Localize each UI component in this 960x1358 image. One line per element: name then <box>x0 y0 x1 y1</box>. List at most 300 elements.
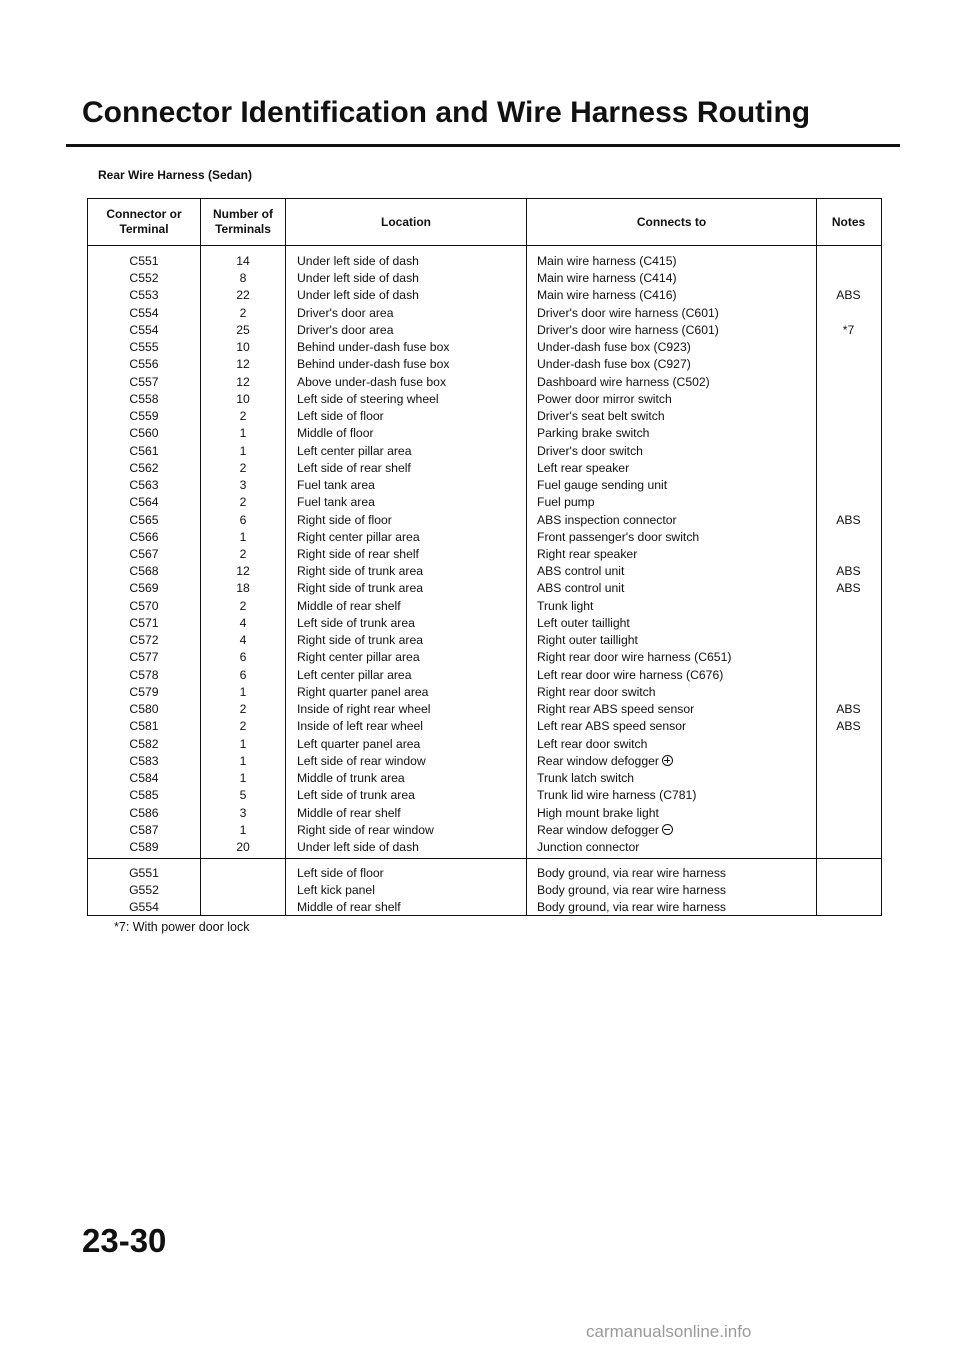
cell-notes <box>817 882 880 899</box>
cell-connector <box>88 684 200 701</box>
cell-location <box>297 477 526 494</box>
col-connects-to <box>527 859 817 915</box>
cell-terminals <box>201 684 285 701</box>
cell-text: Dashboard wire harness (C502) <box>537 374 710 389</box>
cell-connects-to <box>537 882 816 899</box>
cell-terminals <box>201 598 285 615</box>
cell-text: Left side of floor <box>297 409 384 424</box>
cell-text: Left outer taillight <box>537 615 630 630</box>
cell-location <box>297 443 526 460</box>
cell-connector <box>88 882 200 899</box>
cell-notes <box>817 270 880 287</box>
section-subtitle: Rear Wire Harness (Sedan) <box>98 168 252 182</box>
cell-text: Right side of trunk area <box>297 633 424 648</box>
cell-text: Under left side of dash <box>297 254 419 268</box>
cell-notes <box>817 287 880 304</box>
cell-connects-to <box>537 339 816 356</box>
cell-connector <box>88 270 200 287</box>
cell-text: 1 <box>239 753 247 768</box>
cell-notes <box>817 305 880 322</box>
cell-connector <box>88 322 200 339</box>
cell-connector <box>88 408 200 425</box>
cell-location <box>297 701 526 718</box>
cell-connects-to <box>537 356 816 373</box>
cell-text: 2 <box>239 409 247 424</box>
cell-notes <box>817 839 880 856</box>
cell-text: C556 <box>129 357 159 372</box>
cell-text: Fuel gauge sending unit <box>537 478 668 493</box>
cell-location <box>297 736 526 753</box>
cell-notes <box>817 546 880 563</box>
cell-text: Junction connector <box>537 839 640 854</box>
cell-text: G552 <box>129 883 159 898</box>
cell-location <box>297 598 526 615</box>
cell-text: Behind under-dash fuse box <box>297 340 450 355</box>
cell-connector <box>88 615 200 632</box>
cell-connects-to <box>537 632 816 649</box>
cell-text: Middle of rear shelf <box>297 805 401 820</box>
cell-text: Right side of trunk area <box>297 564 424 579</box>
cell-terminals <box>201 339 285 356</box>
cell-text: ABS inspection connector <box>537 512 677 527</box>
col-notes <box>817 859 880 915</box>
cell-notes <box>817 339 880 356</box>
cell-connects-to <box>537 701 816 718</box>
cell-terminals <box>201 305 285 322</box>
cell-text: Driver's door wire harness (C601) <box>537 322 719 337</box>
cell-location <box>297 882 526 899</box>
cell-connector <box>88 443 200 460</box>
cell-terminals <box>201 460 285 477</box>
cell-text: Left kick panel <box>297 883 375 898</box>
cell-location <box>297 580 526 597</box>
cell-text: 25 <box>236 322 250 337</box>
cell-text: Right side of rear shelf <box>297 546 419 561</box>
cell-location <box>297 270 526 287</box>
cell-text: Driver's door wire harness (C601) <box>537 305 719 320</box>
cell-text: 1 <box>239 771 247 786</box>
cell-text: Middle of rear shelf <box>297 598 401 613</box>
cell-location <box>297 494 526 511</box>
cell-text: Right rear speaker <box>537 546 638 561</box>
cell-text: C578 <box>129 667 159 682</box>
cell-text: ABS <box>836 719 861 734</box>
cell-connects-to <box>537 822 816 839</box>
cell-connects-to <box>537 391 816 408</box>
cell-terminals <box>201 701 285 718</box>
cell-text: G551 <box>129 866 159 880</box>
cell-terminals <box>201 649 285 666</box>
cell-notes <box>817 684 880 701</box>
cell-text: 1 <box>239 529 247 544</box>
cell-connector <box>88 287 200 304</box>
cell-text: Left rear speaker <box>537 460 630 475</box>
cell-text: Left rear door switch <box>537 736 648 751</box>
cell-text: Main wire harness (C414) <box>537 271 677 286</box>
col-connector <box>88 246 201 858</box>
cell-text: C554 <box>129 305 159 320</box>
cell-text: Left side of rear shelf <box>297 460 411 475</box>
cell-notes <box>817 253 880 270</box>
cell-connects-to <box>537 305 816 322</box>
cell-connects-to <box>537 580 816 597</box>
cell-notes <box>817 580 880 597</box>
cell-connector <box>88 718 200 735</box>
cell-text: C569 <box>129 581 159 596</box>
cell-connector <box>88 649 200 666</box>
cell-connector <box>88 425 200 442</box>
cell-connects-to <box>537 477 816 494</box>
cell-text: C564 <box>129 495 159 510</box>
cell-text: Main wire harness (C415) <box>537 254 677 268</box>
cell-notes <box>817 598 880 615</box>
cell-text: Right quarter panel area <box>297 684 429 699</box>
cell-text: Driver's door switch <box>537 443 643 458</box>
cell-notes <box>817 391 880 408</box>
cell-connects-to <box>537 270 816 287</box>
cell-terminals <box>201 287 285 304</box>
cell-terminals <box>201 546 285 563</box>
cell-terminals <box>201 391 285 408</box>
cell-text: Trunk light <box>537 598 594 613</box>
cell-connector <box>88 580 200 597</box>
cell-text: C567 <box>129 546 159 561</box>
cell-location <box>297 839 526 856</box>
cell-connects-to <box>537 460 816 477</box>
cell-text: Behind under-dash fuse box <box>297 357 450 372</box>
cell-text: Left side of steering wheel <box>297 391 439 406</box>
cell-connects-to <box>537 805 816 822</box>
cell-text: 12 <box>236 564 250 579</box>
cell-terminals <box>201 443 285 460</box>
cell-location <box>297 287 526 304</box>
cell-text: ABS <box>836 702 861 717</box>
cell-text: C587 <box>129 822 159 837</box>
cell-text: Left center pillar area <box>297 443 412 458</box>
cell-connector <box>88 632 200 649</box>
cell-terminals <box>201 580 285 597</box>
cell-text: Inside of right rear wheel <box>297 702 431 717</box>
cell-connects-to <box>537 753 816 770</box>
cell-text: Right side of rear window <box>297 822 434 837</box>
header-terminals-line1: Number of <box>213 207 273 221</box>
cell-text: 1 <box>239 443 247 458</box>
cell-text: Front passenger's door switch <box>537 529 700 544</box>
cell-text: Left side of trunk area <box>297 788 415 803</box>
cell-text: C570 <box>129 598 159 613</box>
cell-connects-to <box>537 839 816 856</box>
cell-terminals <box>201 718 285 735</box>
cell-text: Right side of floor <box>297 512 392 527</box>
cell-connects-to <box>537 667 816 684</box>
cell-connector <box>88 339 200 356</box>
cell-notes <box>817 770 880 787</box>
cell-text: Right side of trunk area <box>297 581 424 596</box>
cell-notes <box>817 736 880 753</box>
cell-text: 1 <box>239 684 247 699</box>
cell-text: 1 <box>239 426 247 441</box>
cell-location <box>297 563 526 580</box>
cell-text: *7 <box>842 322 855 337</box>
table-header <box>88 199 881 246</box>
cell-connector <box>88 822 200 839</box>
cell-text: 3 <box>239 478 247 493</box>
cell-text: G554 <box>129 900 159 915</box>
cell-location <box>297 632 526 649</box>
cell-terminals <box>201 839 285 856</box>
table-section-grounds <box>88 859 881 915</box>
cell-text: Body ground, via rear wire harness <box>537 900 727 915</box>
col-notes <box>817 246 880 858</box>
cell-terminals <box>201 753 285 770</box>
cell-connector <box>88 787 200 804</box>
cell-terminals <box>201 899 285 916</box>
cell-text: C589 <box>129 839 159 854</box>
cell-location <box>297 718 526 735</box>
cell-text: ABS <box>836 288 861 303</box>
cell-text: 14 <box>236 254 250 268</box>
cell-connector <box>88 865 200 882</box>
cell-connects-to <box>537 425 816 442</box>
cell-text: C563 <box>129 478 159 493</box>
cell-text: Trunk latch switch <box>537 771 635 786</box>
col-location <box>286 859 527 915</box>
cell-text: ABS <box>836 564 861 579</box>
header-connector-line2: Terminal <box>119 222 169 236</box>
cell-connector <box>88 356 200 373</box>
cell-text: Under left side of dash <box>297 288 419 303</box>
cell-text: Left rear door wire harness (C676) <box>537 667 724 682</box>
cell-text: Under left side of dash <box>297 271 419 286</box>
cell-notes <box>817 512 880 529</box>
cell-text: 10 <box>236 340 250 355</box>
cell-connector <box>88 529 200 546</box>
cell-location <box>297 546 526 563</box>
cell-location <box>297 822 526 839</box>
header-terminals <box>201 199 286 245</box>
title-rule <box>66 144 900 147</box>
cell-location <box>297 425 526 442</box>
cell-text: Under-dash fuse box (C923) <box>537 340 691 355</box>
cell-terminals <box>201 787 285 804</box>
cell-terminals <box>201 270 285 287</box>
cell-text: C582 <box>129 736 159 751</box>
cell-location <box>297 408 526 425</box>
cell-location <box>297 684 526 701</box>
cell-text: C551 <box>129 254 159 268</box>
cell-connects-to <box>537 322 816 339</box>
cell-connects-to <box>537 287 816 304</box>
cell-connector <box>88 460 200 477</box>
cell-location <box>297 374 526 391</box>
cell-location <box>297 753 526 770</box>
cell-notes <box>817 632 880 649</box>
cell-text: 3 <box>239 805 247 820</box>
cell-text: 10 <box>236 391 250 406</box>
cell-text: Body ground, via rear wire harness <box>537 883 727 898</box>
cell-connects-to <box>537 598 816 615</box>
cell-text: ABS control unit <box>537 581 625 596</box>
cell-location <box>297 460 526 477</box>
cell-text: C553 <box>129 288 159 303</box>
cell-connector <box>88 374 200 391</box>
cell-terminals <box>201 356 285 373</box>
cell-text: 4 <box>239 615 247 630</box>
cell-connector <box>88 701 200 718</box>
cell-text: 22 <box>236 288 250 303</box>
cell-connects-to <box>537 529 816 546</box>
cell-connector <box>88 305 200 322</box>
cell-location <box>297 615 526 632</box>
cell-text: Main wire harness (C416) <box>537 288 677 303</box>
table-section-connectors <box>88 246 881 859</box>
cell-text: 2 <box>239 495 247 510</box>
cell-text: 2 <box>239 305 247 320</box>
header-connects-to: Connects to <box>527 199 817 245</box>
header-terminals-line2: Terminals <box>215 222 271 236</box>
cell-terminals <box>201 512 285 529</box>
cell-terminals <box>201 408 285 425</box>
cell-text: C554 <box>129 322 159 337</box>
cell-text: 2 <box>239 719 247 734</box>
cell-notes <box>817 822 880 839</box>
cell-text: 12 <box>236 374 250 389</box>
cell-terminals <box>201 770 285 787</box>
cell-connects-to <box>537 615 816 632</box>
cell-connects-to <box>537 443 816 460</box>
cell-location <box>297 865 526 882</box>
cell-connector <box>88 546 200 563</box>
cell-text: Driver's seat belt switch <box>537 409 665 424</box>
cell-notes <box>817 865 880 882</box>
cell-text: Right rear door switch <box>537 684 656 699</box>
cell-text: Middle of rear shelf <box>297 900 401 915</box>
col-location <box>286 246 527 858</box>
cell-terminals <box>201 425 285 442</box>
cell-connects-to <box>537 494 816 511</box>
col-terminals <box>201 246 286 858</box>
cell-connector <box>88 598 200 615</box>
header-notes: Notes <box>831 214 866 229</box>
cell-notes <box>817 718 880 735</box>
cell-terminals <box>201 615 285 632</box>
cell-connects-to <box>537 374 816 391</box>
cell-text: 1 <box>239 736 247 751</box>
cell-location <box>297 253 526 270</box>
cell-text: C581 <box>129 719 159 734</box>
cell-text: Right rear door wire harness (C651) <box>537 650 732 665</box>
cell-text: Left quarter panel area <box>297 736 421 751</box>
cell-connects-to <box>537 649 816 666</box>
cell-text: Driver's door area <box>297 322 394 337</box>
cell-location <box>297 770 526 787</box>
cell-text: C568 <box>129 564 159 579</box>
cell-text: C560 <box>129 426 159 441</box>
cell-text: Right outer taillight <box>537 633 638 648</box>
cell-location <box>297 899 526 916</box>
cell-connects-to <box>537 736 816 753</box>
cell-text: 4 <box>239 633 247 648</box>
cell-text: C584 <box>129 771 159 786</box>
cell-text: 12 <box>236 357 250 372</box>
cell-terminals <box>201 374 285 391</box>
col-terminals <box>201 859 286 915</box>
cell-terminals <box>201 322 285 339</box>
cell-text: C572 <box>129 633 159 648</box>
cell-connector <box>88 899 200 916</box>
cell-location <box>297 667 526 684</box>
cell-text: Fuel pump <box>537 495 595 510</box>
cell-terminals <box>201 632 285 649</box>
cell-text: ABS control unit <box>537 564 625 579</box>
cell-text: Right rear ABS speed sensor <box>537 702 695 717</box>
header-connector-line1: Connector or <box>106 207 182 221</box>
cell-connects-to <box>537 253 816 270</box>
cell-notes <box>817 563 880 580</box>
cell-notes <box>817 425 880 442</box>
cell-connects-to <box>537 787 816 804</box>
cell-notes <box>817 494 880 511</box>
cell-connects-to <box>537 899 816 916</box>
cell-notes <box>817 408 880 425</box>
cell-connects-to <box>537 408 816 425</box>
cell-notes <box>817 753 880 770</box>
cell-text: Fuel tank area <box>297 478 375 493</box>
cell-connects-to <box>537 512 816 529</box>
cell-text: 2 <box>239 598 247 613</box>
cell-connector <box>88 667 200 684</box>
cell-location <box>297 529 526 546</box>
cell-text: Under left side of dash <box>297 839 419 854</box>
cell-connects-to <box>537 563 816 580</box>
cell-text: 2 <box>239 546 247 561</box>
cell-terminals <box>201 494 285 511</box>
cell-terminals <box>201 865 285 882</box>
cell-location <box>297 356 526 373</box>
cell-connector <box>88 770 200 787</box>
cell-notes <box>817 615 880 632</box>
cell-text: Above under-dash fuse box <box>297 374 447 389</box>
cell-notes <box>817 322 880 339</box>
cell-terminals <box>201 667 285 684</box>
cell-text: 5 <box>239 788 247 803</box>
cell-text: C557 <box>129 374 159 389</box>
cell-text: 6 <box>239 650 247 665</box>
cell-notes <box>817 477 880 494</box>
cell-connects-to <box>537 770 816 787</box>
cell-text: C566 <box>129 529 159 544</box>
cell-text: 1 <box>239 822 247 837</box>
cell-terminals <box>201 529 285 546</box>
col-connects-to <box>527 246 817 858</box>
cell-location <box>297 391 526 408</box>
cell-terminals <box>201 563 285 580</box>
cell-text: 6 <box>239 512 247 527</box>
cell-text: 2 <box>239 702 247 717</box>
cell-location <box>297 512 526 529</box>
cell-notes <box>817 649 880 666</box>
cell-text: Fuel tank area <box>297 495 375 510</box>
cell-terminals <box>201 253 285 270</box>
cell-connector <box>88 253 200 270</box>
cell-text: C558 <box>129 391 159 406</box>
cell-text: C552 <box>129 271 159 286</box>
cell-location <box>297 805 526 822</box>
cell-text: Trunk lid wire harness (C781) <box>537 788 697 803</box>
cell-notes <box>817 667 880 684</box>
cell-location <box>297 787 526 804</box>
cell-text: C585 <box>129 788 159 803</box>
